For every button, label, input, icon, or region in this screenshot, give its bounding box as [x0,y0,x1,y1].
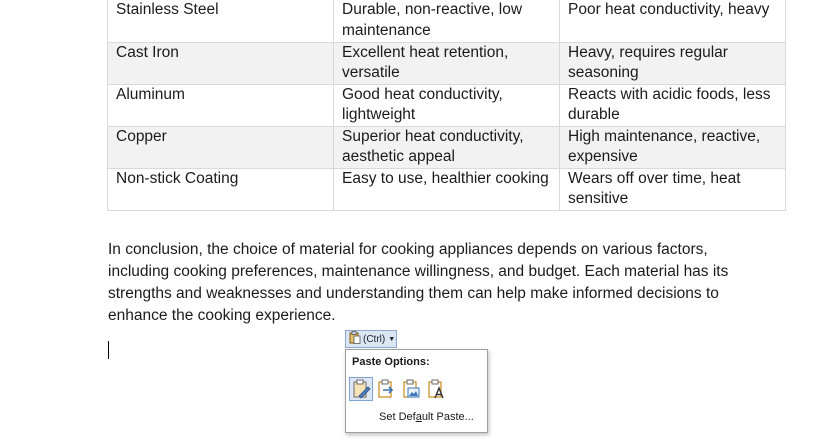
ctrl-label: (Ctrl) [363,333,386,345]
table-cell[interactable]: Superior heat conductivity, aesthetic appeal [334,126,560,168]
conclusion-paragraph[interactable]: In conclusion, the choice of material for cooking appliances depends on various factors, including cooking preferences, maintenance willingness, and budget. Each material has its strengths and weaknesses and understanding them can help make informed decisions to enhance the cooking experience. [108,241,729,324]
set-default-label-pre: Set Def [379,411,416,423]
table-cell[interactable]: Wears off over time, heat sensitive [560,168,786,210]
set-default-accelerator: a [415,411,422,423]
paste-options-icons [349,377,448,401]
set-default-paste-item[interactable] [379,411,474,423]
table-cell[interactable]: Stainless Steel [108,0,334,42]
table-cell[interactable]: Aluminum [108,84,334,126]
table-cell[interactable]: Non-stick Coating [108,168,334,210]
table-cell[interactable]: Heavy, requires regular seasoning [560,42,786,84]
table-cell[interactable]: High maintenance, reactive, expensive [560,126,786,168]
table-cell[interactable]: Copper [108,126,334,168]
text-cursor [108,341,109,359]
table-row [108,168,786,210]
table-cell[interactable]: Good heat conductivity, lightweight [334,84,560,126]
chevron-down-icon: ▼ [388,335,396,343]
picture-icon[interactable] [399,377,423,401]
materials-table [107,0,786,211]
table-cell[interactable]: Easy to use, healthier cooking [334,168,560,210]
paste-options-title: Paste Options: [352,356,430,368]
merge-formatting-icon[interactable] [374,377,398,401]
table-cell[interactable]: Poor heat conductivity, heavy [560,0,786,42]
keep-text-only-icon[interactable] [424,377,448,401]
table-cell[interactable]: Cast Iron [108,42,334,84]
keep-source-formatting-icon[interactable] [349,377,373,401]
table-cell[interactable]: Excellent heat retention, versatile [334,42,560,84]
table-cell[interactable]: Durable, non-reactive, low maintenance [334,0,560,42]
table-cell[interactable]: Reacts with acidic foods, less durable [560,84,786,126]
table-row [108,84,786,126]
clipboard-icon [349,331,361,347]
table-row [108,0,786,42]
set-default-label-post: ult Paste... [421,411,474,423]
paste-options-button[interactable] [345,330,397,348]
table-row [108,42,786,84]
paste-options-menu [345,349,488,433]
table-row [108,126,786,168]
